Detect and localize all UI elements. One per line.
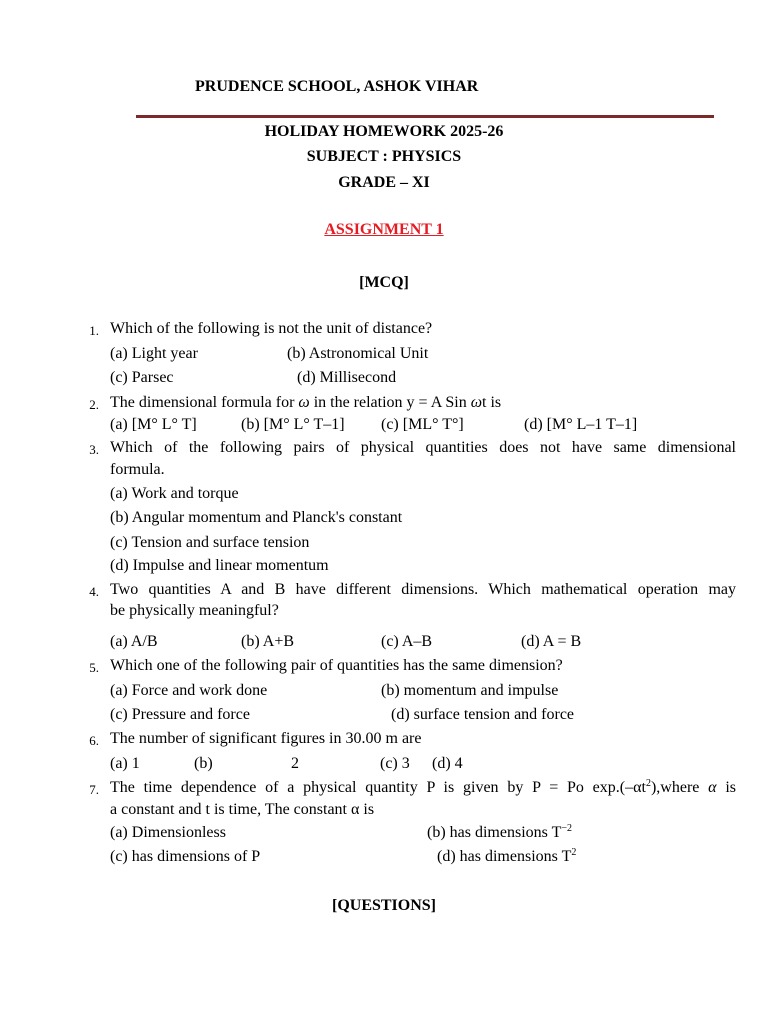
question-text: Which of the following pairs of physical quantities does not have same dimensional	[110, 439, 736, 456]
assignment-label: ASSIGNMENT 1	[324, 221, 444, 238]
text-part: (b) has dimensions T	[427, 824, 562, 841]
school-name: PRUDENCE SCHOOL, ASHOK VIHAR	[195, 78, 479, 95]
option-b: (b) A+B	[241, 633, 295, 650]
option-a: (a) [M° L° T]	[110, 416, 197, 433]
option-b: (b) Angular momentum and Planck's constant	[110, 509, 403, 526]
option-c: (c) A–B	[381, 633, 433, 650]
omega-symbol: ω	[470, 394, 482, 411]
option-a: (a) 1	[110, 755, 140, 772]
question-text: Which of the following is not the unit of distance?	[110, 320, 433, 337]
text-part: The time dependence of a physical quantity P is given by P = Po exp.(–αt	[110, 779, 646, 796]
superscript: −2	[561, 823, 572, 834]
questions-heading: [QUESTIONS]	[331, 897, 437, 914]
option-d	[437, 848, 576, 866]
superscript: 2	[571, 847, 577, 858]
option-d: (d) Millisecond	[297, 369, 397, 386]
option-c: (c) has dimensions of P	[110, 848, 261, 865]
option-b: (b) Astronomical Unit	[287, 345, 429, 362]
omega-symbol: ω	[298, 394, 310, 411]
question-text-cont: formula.	[110, 461, 165, 478]
question-number: 7.	[89, 782, 99, 797]
option-a: (a) Force and work done	[110, 682, 268, 699]
option-b-value: 2	[291, 755, 299, 772]
option-c: (c) 3	[380, 755, 410, 772]
mcq-heading: [MCQ]	[359, 274, 409, 291]
question-number: 6.	[89, 733, 99, 748]
grade-title: GRADE – XI	[338, 174, 430, 191]
text-part: in the relation y = A Sin	[309, 394, 471, 411]
text-part: (d) has dimensions T	[437, 848, 572, 865]
option-d: (d) surface tension and force	[391, 706, 575, 723]
text-part: is	[716, 779, 737, 796]
option-d: (d) 4	[432, 755, 463, 772]
option-b: (b) [M° L° T–1]	[241, 416, 345, 433]
text-part: t is	[482, 394, 502, 411]
text-part: The dimensional formula for	[110, 394, 299, 411]
option-c: (c) Pressure and force	[110, 706, 250, 723]
question-text	[110, 779, 736, 797]
option-b-label: (b)	[194, 755, 213, 772]
option-c: (c) Parsec	[110, 369, 174, 386]
option-a: (a) Dimensionless	[110, 824, 226, 841]
option-c: (c) Tension and surface tension	[110, 534, 310, 551]
superscript: 2	[645, 778, 651, 789]
option-d: (d) Impulse and linear momentum	[110, 557, 329, 574]
option-c: (c) [ML° T°]	[381, 416, 464, 433]
text-part: ),where	[650, 779, 709, 796]
question-number: 3.	[89, 442, 99, 457]
question-text: Two quantities A and B have different dimensions. Which mathematical operation may	[110, 581, 736, 598]
question-text	[110, 394, 501, 412]
question-number: 5.	[89, 660, 99, 675]
question-text: Which one of the following pair of quantities has the same dimension?	[110, 657, 563, 674]
option-a: (a) Work and torque	[110, 485, 239, 502]
question-text-cont: a constant and t is time, The constant α is	[110, 801, 375, 818]
subject-title: SUBJECT : PHYSICS	[306, 148, 462, 165]
homework-title: HOLIDAY HOMEWORK 2025-26	[264, 123, 504, 140]
question-text-cont: be physically meaningful?	[110, 602, 279, 619]
question-number: 1.	[89, 323, 99, 338]
option-d: (d) [M° L–1 T–1]	[524, 416, 638, 433]
question-number: 2.	[89, 397, 99, 412]
option-b	[427, 824, 572, 842]
option-b: (b) momentum and impulse	[381, 682, 559, 699]
option-d: (d) A = B	[521, 633, 582, 650]
question-number: 4.	[89, 584, 99, 599]
alpha-symbol: α	[708, 779, 717, 796]
header-divider	[136, 115, 714, 118]
option-a: (a) Light year	[110, 345, 198, 362]
question-text: The number of significant figures in 30.00 m are	[110, 730, 422, 747]
option-a: (a) A/B	[110, 633, 158, 650]
assignment-title	[0, 221, 768, 239]
